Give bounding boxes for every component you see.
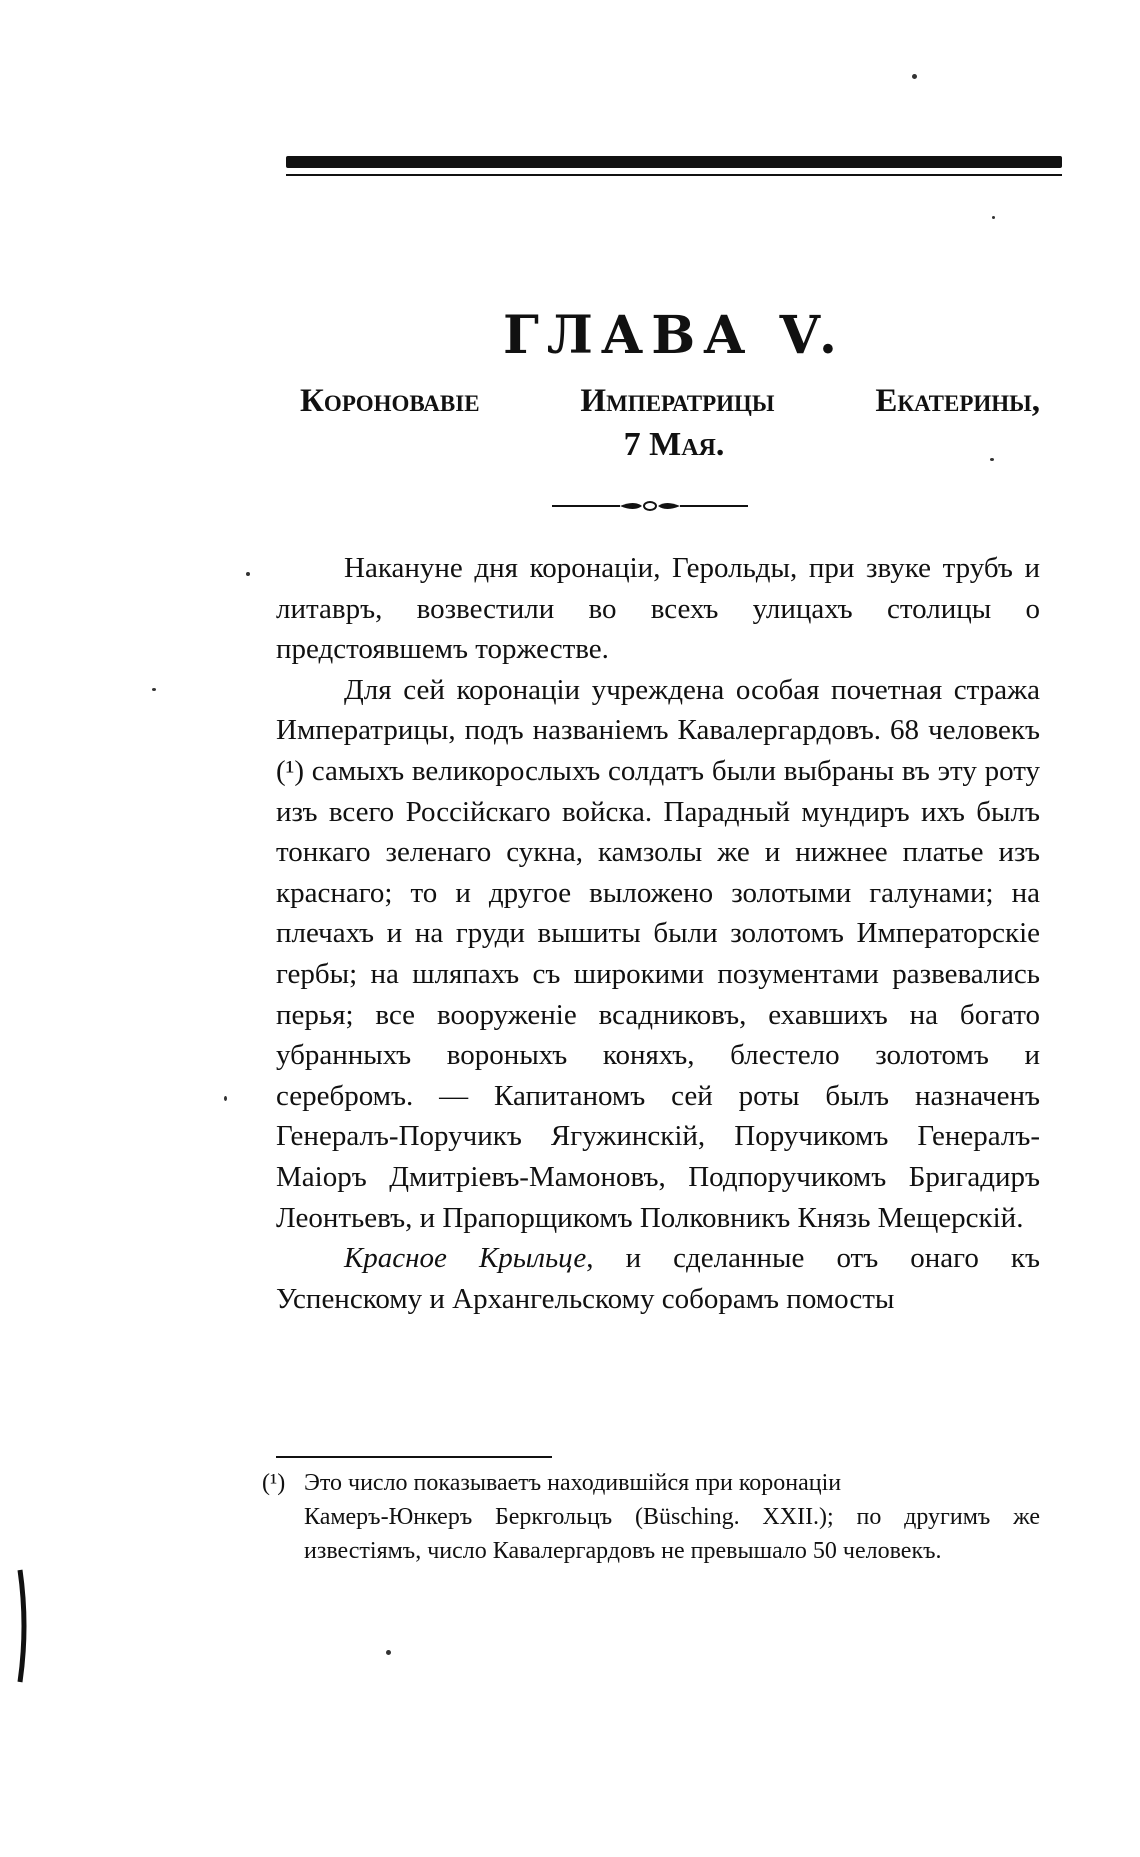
scan-speck [246,572,250,576]
subtitle-word: Короновавіе [300,383,480,419]
subtitle-word: Екатерины, [875,383,1040,419]
paragraph [276,670,1040,1238]
scan-speck [992,216,995,219]
footnote-line [262,1466,1040,1500]
footnote-line: Камеръ-Юнкеръ Беркгольцъ (Büsching. XXII.); по другимъ же известіямъ, число Кавалергардовъ не превышало 50 человекъ. [304,1504,1040,1564]
paragraph-text: Для сей коронаціи учреждена особая почетная стража Императрицы, подъ названіемъ Кавалергардовъ. 68 человекъ (¹) самыхъ великорослыхъ солдатъ были выбраны въ эту роту изъ всего Россійскаго войска. Парадный мундиръ ихъ былъ тонкаго зеленаго сукна, камзолы же и нижнее платье изъ краснаго; то и другое выложено золотыми галунами; на плечахъ и на груди вышиты были золотомъ Императорскіе гербы; на шляпахъ съ широкими позументами развевались перья; все вооруженіе всадниковъ, ехавшихъ на богато убранныхъ вороныхъ коняхъ, блестело золотомъ и серебромъ. — Капитаномъ сей роты былъ назначенъ Генералъ-Поручикъ Ягужинскій, Поручикомъ Генералъ-Маіоръ Дмитріевъ-Мамоновъ, Подпоручикомъ Бригадиръ Леонтьевъ, и Прапорщикомъ Полковникъ Князь Мещерскій. [276,673,1040,1234]
chapter-title: ГЛАВА V. [502,305,845,366]
chapter-date: 7 Мая. [623,426,725,463]
paragraph-text: , и сделанные отъ онаго къ Успенскому и Архангельскому соборамъ помосты [276,1242,1040,1315]
header-double-rule [286,156,1062,176]
page-edge-mark-icon [16,1568,30,1684]
footnote-rule [276,1456,552,1458]
footnote-text: Это число показываетъ находившійся при коронаціи [304,1470,842,1496]
ornament-divider-icon [550,494,750,518]
scan-speck [912,74,917,79]
subtitle-word: Императрицы [580,383,775,419]
header-thick-rule [286,156,1062,168]
chapter-subtitle [300,383,1040,420]
body-text [276,548,1040,1319]
scan-speck [224,1096,227,1101]
paragraph [276,548,1040,670]
header-thin-rule [286,174,1062,176]
paragraph [276,1238,1040,1319]
scan-speck [152,688,156,691]
footnote [262,1466,1040,1568]
scan-speck [990,458,994,461]
paragraph-italic-lead: Красное Крыльце [344,1242,587,1275]
scan-speck [386,1650,391,1655]
paragraph-text: Накануне дня коронаціи, Герольды, при звуке трубъ и литавръ, возвестили во всехъ улицахъ столицы о предстоявшемъ торжестве. [276,552,1040,666]
footnote-mark: (¹) [262,1470,286,1496]
